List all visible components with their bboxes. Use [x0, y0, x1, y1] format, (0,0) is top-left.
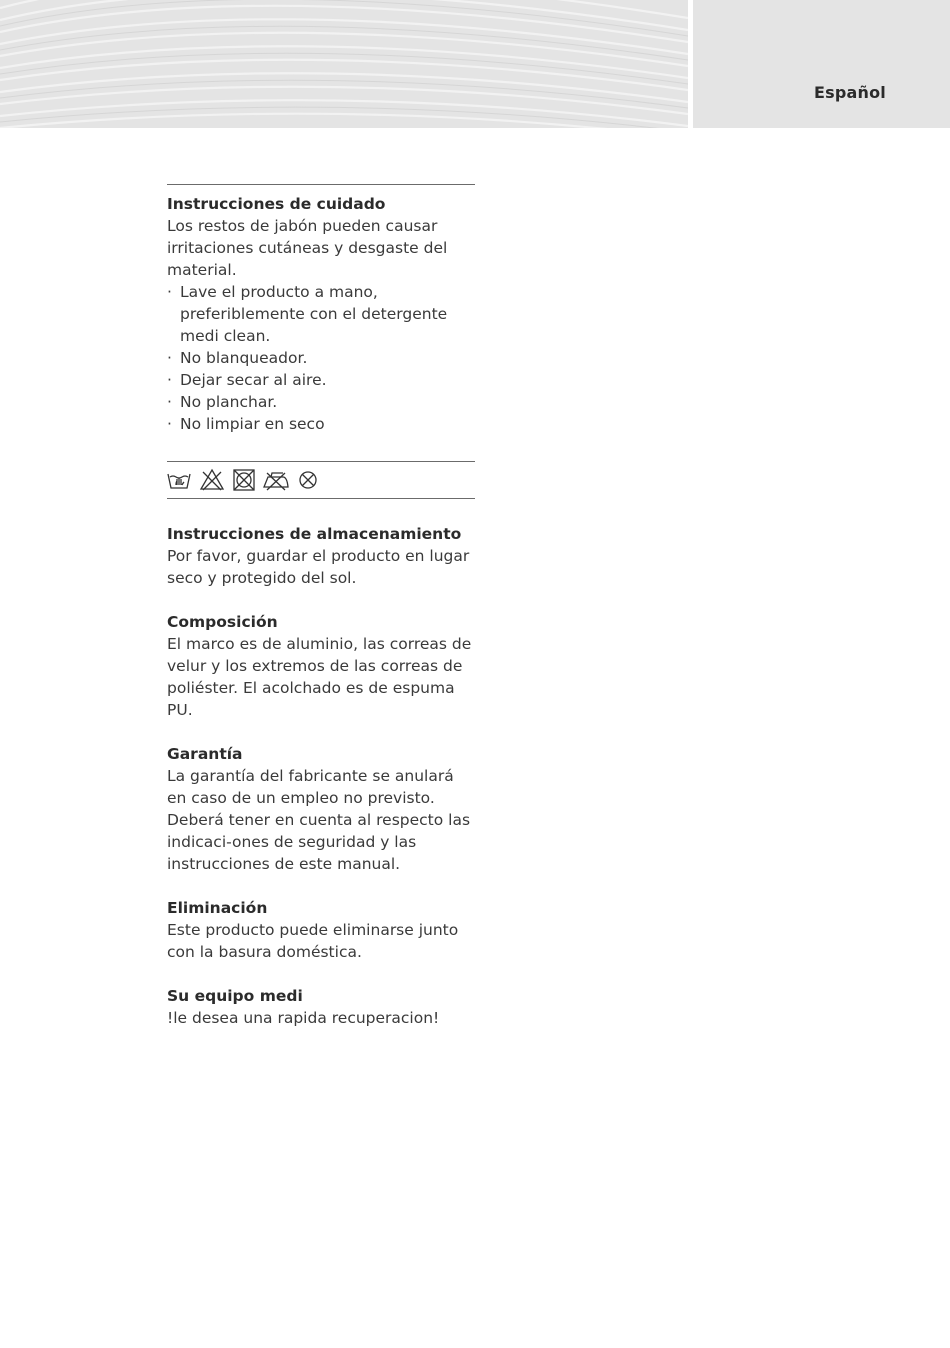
warranty-title: Garantía — [167, 745, 243, 763]
care-item: · No blanqueador. — [167, 347, 475, 369]
disposal-text: Este producto puede eliminarse junto con la basura doméstica. — [167, 921, 459, 961]
storage-title: Instrucciones de almacenamiento — [167, 525, 462, 543]
care-item: · No limpiar en seco — [167, 413, 475, 435]
closing-title: Su equipo medi — [167, 987, 303, 1005]
care-title: Instrucciones de cuidado — [167, 195, 386, 213]
no-iron-icon — [263, 468, 289, 492]
warranty-section — [167, 743, 475, 875]
care-section — [167, 193, 475, 435]
header-wave-banner — [0, 0, 688, 128]
care-list — [167, 281, 475, 435]
warranty-text: La garantía del fabricante se anulará en caso de un empleo no previsto. Deberá tener en cuenta al respecto las indicaci-ones de seguridad y las instrucciones de este manual. — [167, 767, 471, 873]
composition-title: Composición — [167, 613, 278, 631]
care-item: · No planchar. — [167, 391, 475, 413]
wave-pattern — [0, 0, 688, 128]
disposal-section — [167, 897, 475, 963]
header-language-panel — [693, 0, 950, 128]
no-tumble-dry-icon — [231, 468, 257, 492]
disposal-title: Eliminación — [167, 899, 268, 917]
language-label: Español — [814, 83, 886, 102]
care-symbols-row — [167, 462, 475, 498]
no-dry-clean-icon — [295, 468, 321, 492]
main-content — [167, 184, 475, 1029]
composition-section — [167, 611, 475, 721]
care-intro: Los restos de jabón pueden causar irritaciones cutáneas y desgaste del material. — [167, 217, 448, 279]
composition-text: El marco es de aluminio, las correas de velur y los extremos de las correas de poliéster. El acolchado es de espuma PU. — [167, 635, 472, 719]
storage-text: Por favor, guardar el producto en lugar seco y protegido del sol. — [167, 547, 470, 587]
care-item: · Dejar secar al aire. — [167, 369, 475, 391]
storage-section — [167, 523, 475, 589]
closing-section — [167, 985, 475, 1029]
no-bleach-icon — [199, 468, 225, 492]
hand-wash-icon — [167, 468, 193, 492]
closing-text: !le desea una rapida recuperacion! — [167, 1009, 440, 1027]
care-item: · Lave el producto a mano, preferiblemente con el detergente medi clean. — [167, 281, 475, 347]
